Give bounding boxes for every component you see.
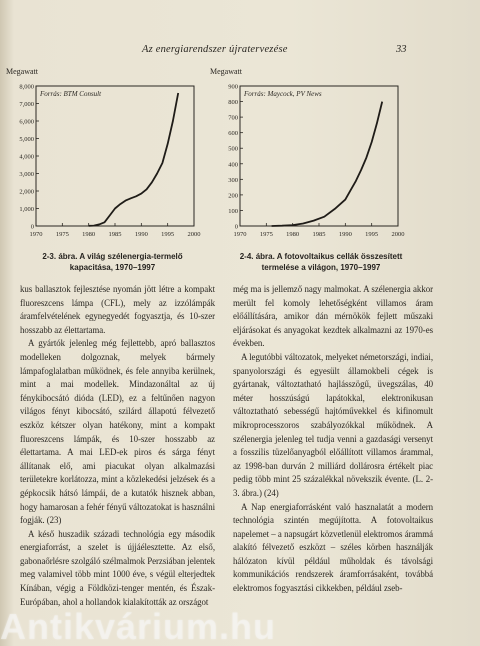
left-column — [20, 283, 215, 609]
y-tick-label: 800 — [228, 99, 238, 107]
y-tick-label: 0 — [234, 223, 238, 231]
body-text — [20, 283, 480, 640]
plot-frame — [36, 86, 194, 226]
x-tick-label: 1970 — [233, 231, 247, 238]
x-tick-label: 1975 — [55, 231, 69, 238]
caption-line: 2-3. ábra. A világ szélenergia-termelő — [42, 252, 183, 261]
wind-capacity-chart — [6, 64, 206, 244]
plot-frame — [240, 86, 398, 226]
paragraph: A gyártók jelenleg még fejlettebb, apró ballasztos modelleken dolgoznak, melyek bármely lámpafoglalatban működnek, és fele annyiba kerülnek, mint a mai modellek. Mindazonáltal az új fénykibocsátó dióda (LED), ez a feltűnően nagyon világos fényt kibocsátó, szilárd állapotú félvezető eszköz kétszer olyan hatékony, mint a kompakt fluoreszcens lámpák, és 10-szer hosszabb az élettartama. A mai LED-ek piros és sárga fényt állítanak elő, ami piacukat olyan alkalmazási területekre korlátozza, mint a közlekedési jelzések és a gépkocsik hátsó lámpái, de a kutatók hisznek abban, hogy hamarosan a fehér fényű változatokat is használni fogják. (23) — [20, 338, 215, 526]
y-tick-label: 100 — [228, 207, 238, 215]
caption-line: 2-4. ábra. A fotovoltaikus cellák összesített — [239, 252, 403, 261]
x-tick-label: 1995 — [161, 231, 175, 238]
paragraph: kus ballasztok fejlesztése nyomán jött létre a kompakt fluoreszcens lámpa (CFL), mely az izzólámpák áramfelvételének egynegyedét fogyasztja, és 10-szer hosszabb az élettartama. — [20, 284, 215, 335]
y-tick-label: 600 — [228, 130, 238, 138]
x-tick-label: 2000 — [187, 231, 201, 238]
figure-caption — [10, 251, 215, 273]
right-column — [233, 283, 433, 596]
series-line — [272, 102, 383, 226]
x-tick-label: 1975 — [259, 231, 273, 238]
page-number: 33 — [396, 44, 407, 55]
y-tick-label: 7,000 — [19, 101, 34, 108]
x-tick-label: 1970 — [29, 231, 43, 238]
source-note: Forrás: BTM Consult — [40, 90, 102, 98]
series-line — [89, 93, 179, 226]
y-tick-label: 700 — [228, 114, 238, 122]
y-tick-label: 500 — [228, 145, 238, 153]
x-tick-label: 1980 — [82, 231, 96, 238]
y-tick-label: 200 — [228, 192, 238, 200]
y-axis-label: Megawatt — [210, 67, 242, 76]
running-header: Az energiarendszer újratervezése — [142, 44, 288, 55]
y-tick-label: 1,000 — [19, 206, 34, 213]
caption-line: termelése a világon, 1970–1997 — [261, 263, 381, 272]
paragraph: még ma is jellemző nagy malmokat. A szélenergia akkor merült fel komoly lehetőségként villamos áram előállítására, amikor dán mérnökök fejlett műszaki eljárásokat és anyagokat kezdtek alkalmazni az 1970-es években. — [233, 284, 433, 349]
figure-caption — [216, 251, 426, 273]
y-tick-label: 4,000 — [19, 153, 34, 161]
x-tick-label: 1980 — [286, 231, 300, 238]
x-tick-label: 1985 — [312, 231, 326, 238]
y-tick-label: 6,000 — [19, 118, 34, 126]
watermark: Antikvárium.hu — [0, 606, 277, 646]
y-tick-label: 3,000 — [19, 171, 34, 178]
paragraph: A legutóbbi változatok, melyeket németországi, indiai, spanyolországi és egyesült államokbeli cégek is gyártanak, változtatható hajlásszögű, üvegszálas, 40 méter hosszúságú lapátokkal, elektronikusan változtatható sebességű hajtóművekkel és kifinomult mikroprocesszoros szabályozókkal működnek. A szélenergia jelenleg tel tudja venni a gazdasági versenyt a fosszilis tüzelőanyagból előállított villamos árammal, az 1998-ban durván 2 milliárd dollárosra értékelt piac pedig több mint 25 százalékkal növekszik évente. (L. 2-3. ábra.) (24) — [233, 351, 433, 498]
y-tick-label: 5,000 — [19, 136, 34, 143]
y-tick-label: 900 — [228, 83, 238, 91]
x-tick-label: 1990 — [338, 231, 352, 238]
paragraph: A Nap energiaforrásként való hasznalatát a modern technológia szintén megújította. A fotovoltaikus napelemet – a napsugárt közvetlenül elektromos árammá alakító félvezető eszközt – széles körben használják hálózaton kívül például műholdak és távolsági kommunikációs rendszerek áramforrásaként, továbbá elektromos fogyasztási cikkekben, például zseb- — [233, 501, 433, 594]
x-tick-label: 2000 — [391, 231, 405, 238]
caption-line: kapacitása, 1970–1997 — [69, 263, 156, 272]
x-tick-label: 1985 — [108, 231, 122, 238]
y-axis-label: Megawatt — [6, 67, 38, 76]
y-tick-label: 8,000 — [19, 83, 34, 91]
y-tick-label: 2,000 — [19, 188, 34, 196]
y-tick-label: 400 — [228, 161, 238, 169]
photovoltaic-production-chart — [210, 64, 410, 244]
source-note: Forrás: Maycock, PV News — [244, 90, 322, 98]
x-tick-label: 1990 — [134, 231, 148, 238]
y-tick-label: 0 — [30, 223, 34, 231]
y-tick-label: 300 — [228, 176, 238, 184]
x-tick-label: 1995 — [365, 231, 379, 238]
paragraph: A késő huszadik századi technológia egy második energiaforrást, a szelet is újjáélesztette. Az első, gabonaőrlésre szolgáló szélmalmok Perzsiában jelentek meg valamivel több mint 1000 éve, s végül elterjedtek Kínában, végig a Földközi-tenger mentén, és Észak-Európában, ahol a hollandok kialakították az országot — [20, 528, 215, 607]
